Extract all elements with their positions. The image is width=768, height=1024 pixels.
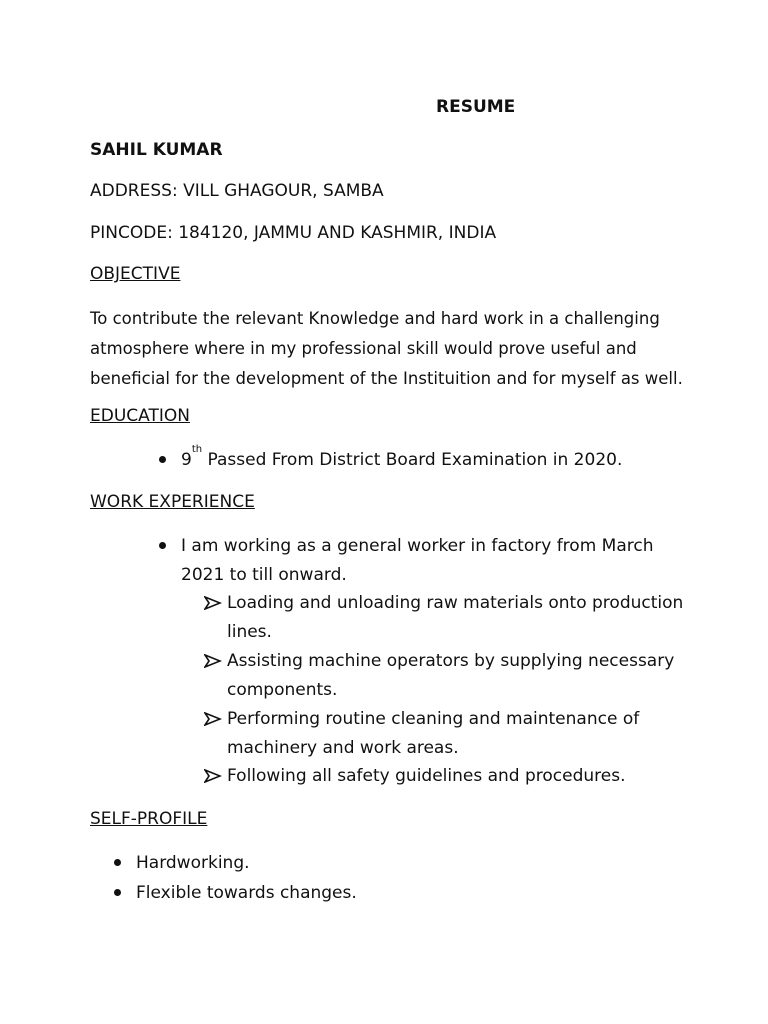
arrow-bullet-icon [204,769,222,783]
work-main-line: I am working as a general worker in factory from March [181,536,654,556]
work-experience-heading: WORK EXPERIENCE [90,492,255,512]
arrow-bullet-icon [204,654,222,668]
work-main-line: 2021 to till onward. [181,565,347,585]
education-grade: 9 [181,450,192,470]
pincode-line: PINCODE: 184120, JAMMU AND KASHMIR, INDIA [90,223,497,243]
education-text: Passed From District Board Examination in 2020. [202,450,623,470]
bullet-icon [114,889,121,896]
candidate-name: SAHIL KUMAR [90,140,223,160]
duty-item-line: machinery and work areas. [227,738,459,758]
objective-line: beneficial for the development of the Instituition and for myself as well. [90,369,683,388]
education-heading: EDUCATION [90,406,190,426]
objective-heading: OBJECTIVE [90,264,181,284]
duty-item-line: Loading and unloading raw materials onto production [227,593,684,613]
arrow-bullet-icon [204,712,222,726]
objective-paragraph [90,304,690,394]
objective-line: To contribute the relevant Knowledge and hard work in a challenging [90,309,660,328]
bullet-icon [159,542,166,549]
self-profile-item: Hardworking. [136,853,250,873]
self-profile-item: Flexible towards changes. [136,883,357,903]
duty-item-line: components. [227,680,338,700]
objective-line: atmosphere where in my professional skill would prove useful and [90,339,637,358]
duty-item-line: lines. [227,622,272,642]
education-grade-suffix: th [191,444,203,456]
arrow-bullet-icon [204,596,222,610]
education-item [181,444,623,471]
duty-item-line: Performing routine cleaning and maintenance of [227,709,640,729]
bullet-icon [114,859,121,866]
address-line: ADDRESS: VILL GHAGOUR, SAMBA [90,181,384,201]
duty-item-line: Assisting machine operators by supplying necessary [227,651,675,671]
self-profile-heading: SELF-PROFILE [90,809,208,829]
bullet-icon [159,456,166,463]
duty-item-line: Following all safety guidelines and procedures. [227,766,626,786]
document-title: RESUME [436,97,516,117]
